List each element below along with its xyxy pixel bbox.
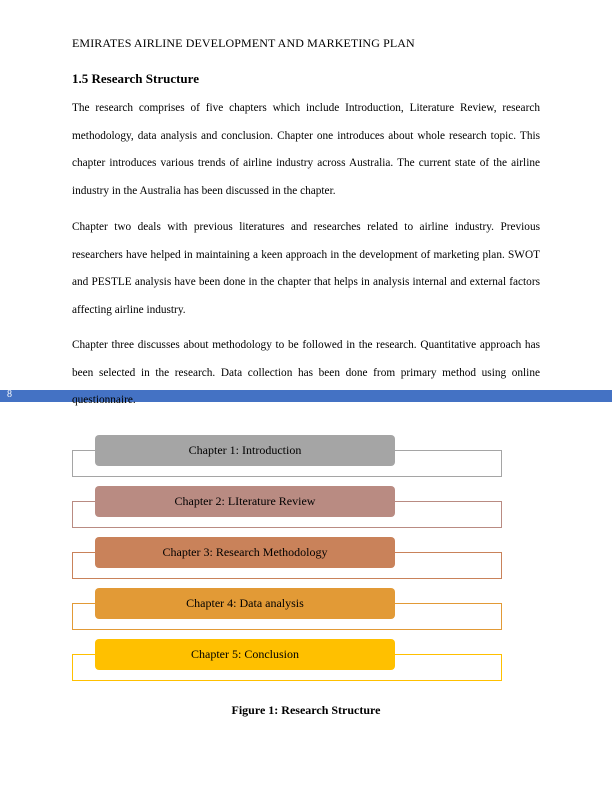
chapter-label: Chapter 4: Data analysis (186, 596, 304, 610)
running-header: EMIRATES AIRLINE DEVELOPMENT AND MARKETING PLAN (72, 36, 415, 50)
chapter-label: Chapter 1: Introduction (188, 443, 302, 457)
paragraph-chapter-two: Chapter two deals with previous literatures and researches related to airline industry. Previous researchers have helped in maintaining a keen approach in the development of marketing plan. SWOT and PESTLE analysis have been done in the chapter that helps in analysis internal and external factors affecting airline industry. (72, 221, 540, 316)
page-number: 8 (7, 389, 12, 400)
paragraph-chapter-three: Chapter three discusses about methodology to be followed in the research. Quantitative approach has been selected in the research. Data collection has been done from primary method using online questionnaire. (72, 339, 540, 406)
figure-caption: Figure 1: Research Structure (231, 703, 381, 717)
chapter-box (95, 435, 395, 466)
chapter-box (95, 639, 395, 670)
chapter-box (95, 537, 395, 568)
paragraph-chapter-one: The research comprises of five chapters which include Introduction, Literature Review, research methodology, data analysis and conclusion. Chapter one introduces about whole research topic. This chapter introduces various trends of airline industry across Australia. The current state of the airline industry in the Australia has been discussed in the chapter. (72, 102, 540, 197)
chapter-label: Chapter 3: Research Methodology (162, 545, 328, 559)
chapter-label: Chapter 2: LIterature Review (174, 494, 316, 508)
chapter-box (95, 588, 395, 619)
chapter-label: Chapter 5: Conclusion (191, 647, 299, 661)
section-heading: 1.5 Research Structure (72, 71, 199, 86)
chapter-box (95, 486, 395, 517)
